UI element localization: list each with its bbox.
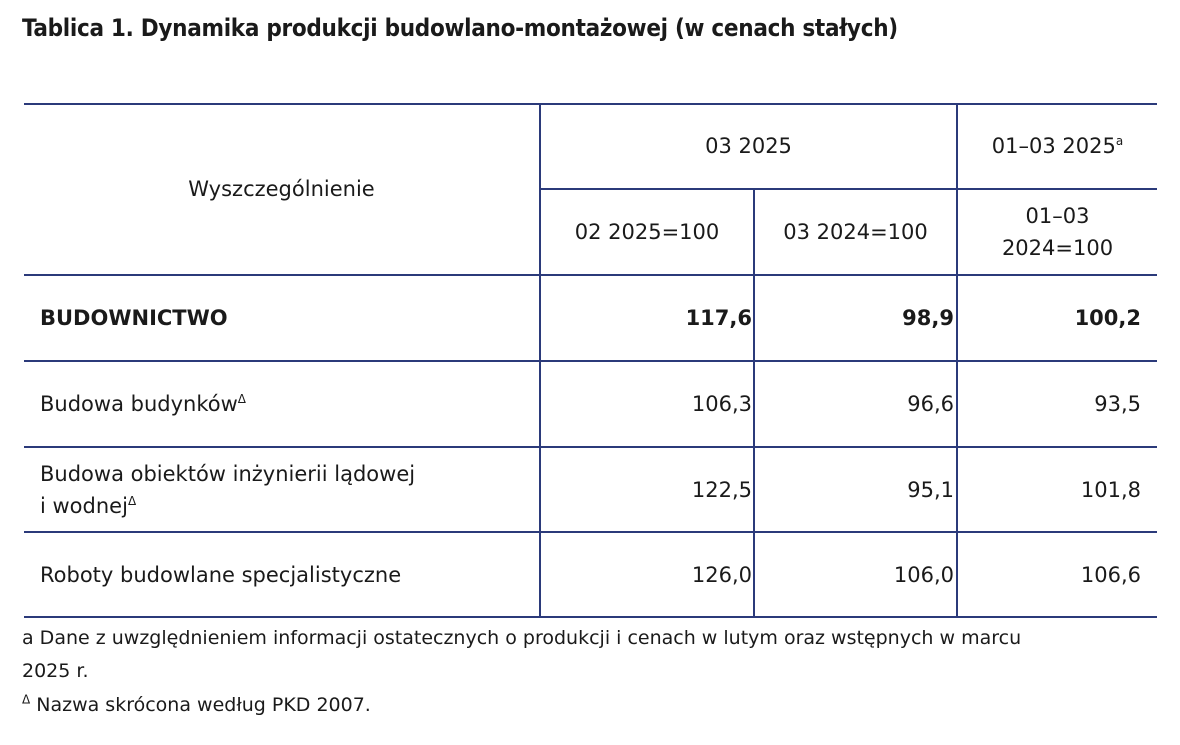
- header-col-2: [755, 190, 956, 274]
- row-value-v3: [958, 276, 1141, 360]
- footnote-delta-text: Nazwa skrócona według PKD 2007.: [30, 694, 371, 716]
- row-value-v3: [958, 448, 1141, 532]
- cell-value: 95,1: [907, 478, 954, 502]
- header-group2-text: 01–03 2025: [991, 134, 1116, 158]
- row-value-v1: [541, 276, 752, 360]
- row-value-v3: [958, 533, 1141, 617]
- row-label-text: [40, 302, 228, 334]
- row-value-v2: [755, 362, 954, 446]
- cell-value: 96,6: [907, 392, 954, 416]
- row-label: [40, 448, 535, 532]
- header-group-03-2025: [541, 104, 956, 188]
- header-group1-text: 03 2025: [705, 134, 792, 158]
- row-label-line2: i wodnej: [40, 494, 128, 518]
- row-label: [40, 362, 535, 446]
- footnote-a-marker: a: [1115, 134, 1124, 148]
- row-value-v2: [755, 448, 954, 532]
- delta-marker: Δ: [237, 392, 246, 406]
- row-label: [40, 276, 535, 360]
- row-value-v2: [755, 533, 954, 617]
- footnote-a-line2: 2025 r.: [22, 660, 89, 682]
- row-value-v1: [541, 362, 752, 446]
- cell-value: 106,0: [893, 563, 954, 587]
- row-value-v2: [755, 276, 954, 360]
- row-value-v1: [541, 533, 752, 617]
- row-label-line1: Roboty budowlane specjalistyczne: [40, 563, 402, 587]
- cell-value: 93,5: [1094, 392, 1141, 416]
- table-title: Tablica 1. Dynamika produkcji budowlano-montażowej (w cenach stałych): [22, 14, 898, 42]
- cell-value: 101,8: [1080, 478, 1141, 502]
- header-col2-text: 03 2024=100: [783, 220, 928, 244]
- row-value-v3: [958, 362, 1141, 446]
- header-col1-text: 02 2025=100: [574, 220, 720, 244]
- header-col-1: [541, 190, 753, 274]
- header-row-label: [24, 104, 539, 274]
- row-value-v1: [541, 448, 752, 532]
- row-label-line1: Budowa budynków: [40, 392, 238, 416]
- cell-value: 100,2: [1074, 306, 1141, 330]
- row-label-text: [40, 458, 415, 522]
- row-label-text: [40, 559, 401, 591]
- footnote-a-line1: a Dane z uwzględnieniem informacji ostatecznych o produkcji i cenach w lutym oraz wstępnych w marcu: [22, 627, 1022, 649]
- row-label-text: [40, 388, 246, 420]
- header-col-3: [958, 190, 1157, 274]
- footnote-delta-marker: Δ: [22, 692, 31, 707]
- row-label-line1: Budowa obiektów inżynierii lądowej: [40, 462, 416, 486]
- header-row-label-text: Wyszczególnienie: [188, 177, 375, 201]
- cell-value: 126,0: [691, 563, 752, 587]
- cell-value: 106,3: [691, 392, 752, 416]
- header-group-01-03-2025: [958, 104, 1157, 188]
- cell-value: 106,6: [1080, 563, 1141, 587]
- header-col3-line2: 2024=100: [1001, 236, 1114, 260]
- cell-value: 98,9: [902, 306, 954, 330]
- row-label-line1: BUDOWNICTWO: [40, 306, 228, 330]
- row-label: [40, 533, 535, 617]
- cell-value: 117,6: [685, 306, 752, 330]
- delta-marker: Δ: [127, 494, 137, 508]
- header-col3-line1: 01–03: [1025, 204, 1090, 228]
- cell-value: 122,5: [691, 478, 752, 502]
- footnote-delta: [22, 689, 371, 721]
